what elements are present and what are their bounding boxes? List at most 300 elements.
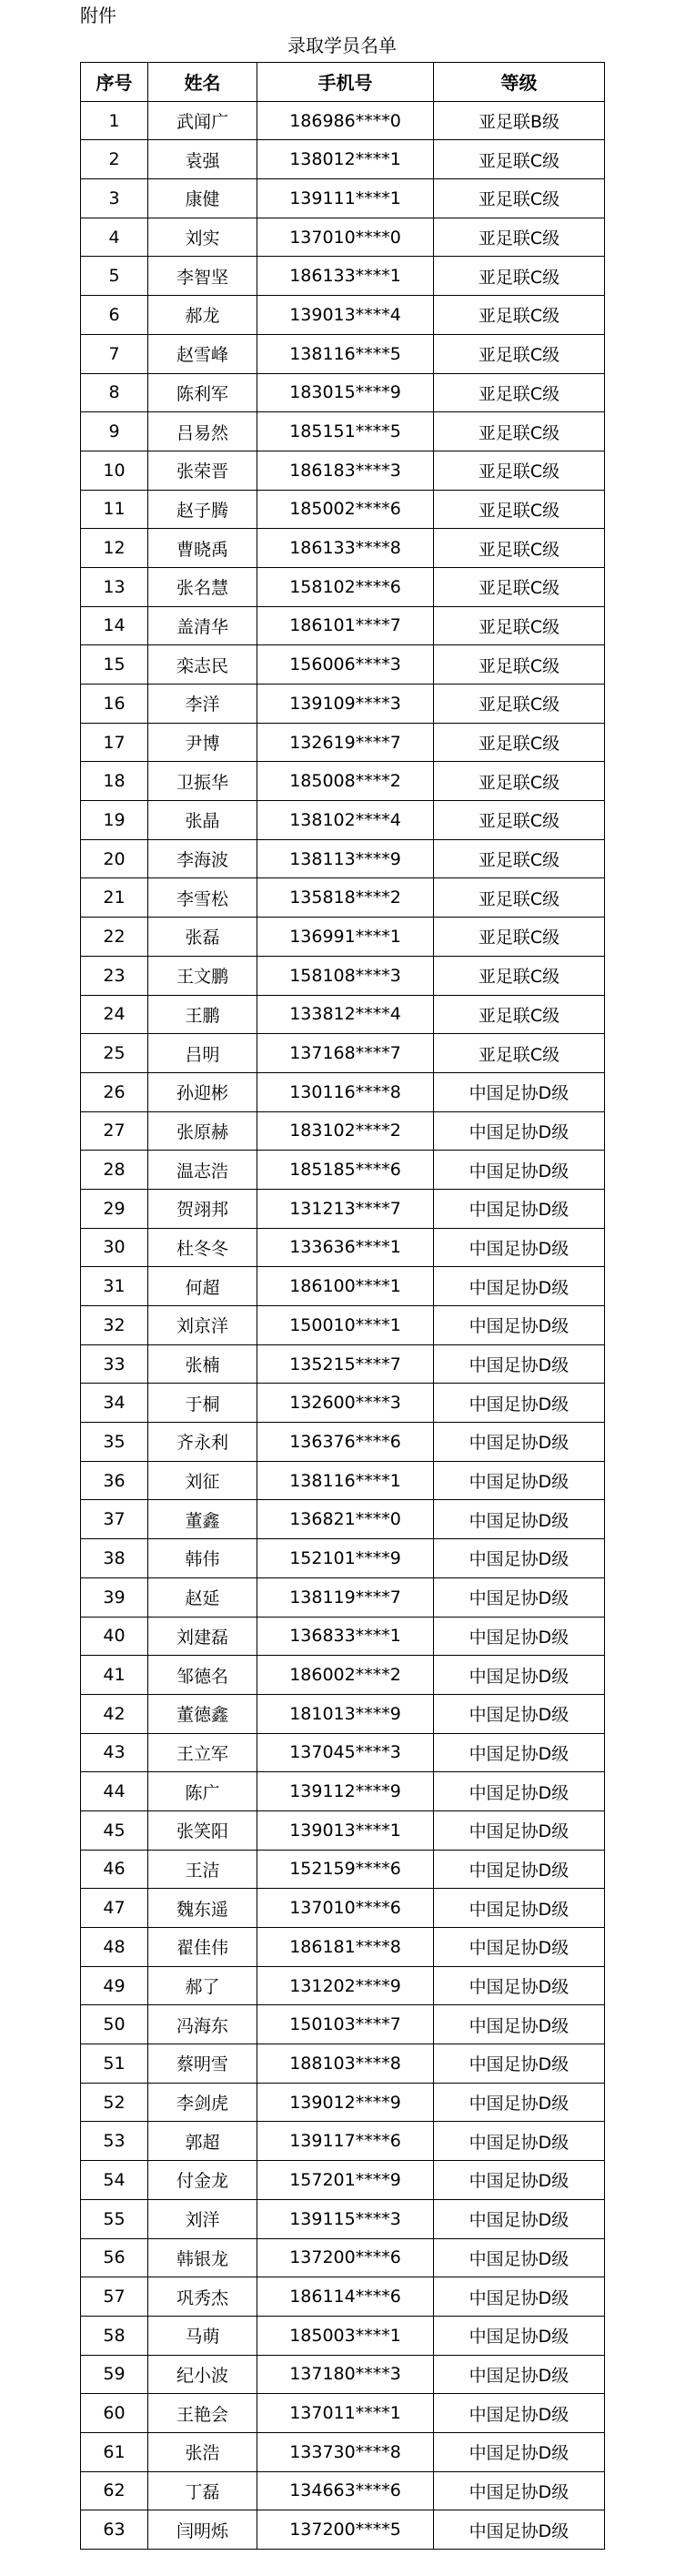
cell-phone: 138102****4	[257, 801, 434, 840]
cell-name: 武闻广	[148, 101, 257, 140]
cell-level: 中国足协D级	[434, 1111, 605, 1151]
cell-level: 中国足协D级	[434, 2122, 605, 2161]
table-row	[81, 1423, 605, 1462]
cell-serial-number: 18	[81, 762, 148, 801]
cell-level: 中国足协D级	[434, 1928, 605, 1967]
cell-level: 亚足联C级	[434, 762, 605, 801]
cell-level: 中国足协D级	[434, 1344, 605, 1384]
cell-serial-number: 37	[81, 1500, 148, 1539]
cell-serial-number: 43	[81, 1733, 148, 1772]
table-row	[81, 1151, 605, 1190]
cell-name: 巩秀杰	[148, 2277, 257, 2317]
cell-serial-number: 9	[81, 412, 148, 451]
table-row	[81, 2083, 605, 2122]
cell-level: 中国足协D级	[434, 1189, 605, 1228]
cell-phone: 183102****2	[257, 1111, 434, 1151]
table-row	[81, 956, 605, 995]
cell-serial-number: 6	[81, 296, 148, 335]
cell-level: 中国足协D级	[434, 1539, 605, 1578]
table-row	[81, 451, 605, 490]
table-body	[81, 101, 605, 2549]
table-row	[81, 1228, 605, 1267]
cell-name: 刘征	[148, 1461, 257, 1500]
cell-name: 孙迎彬	[148, 1072, 257, 1111]
cell-serial-number: 31	[81, 1267, 148, 1306]
table-row	[81, 1539, 605, 1578]
cell-name: 王洁	[148, 1850, 257, 1889]
table-row	[81, 296, 605, 335]
cell-phone: 183015****9	[257, 373, 434, 412]
cell-name: 马萌	[148, 2316, 257, 2355]
table-row	[81, 373, 605, 412]
table-row	[81, 801, 605, 840]
cell-phone: 139111****1	[257, 179, 434, 218]
table-row	[81, 1111, 605, 1151]
cell-phone: 135215****7	[257, 1344, 434, 1384]
table-row	[81, 2355, 605, 2394]
cell-serial-number: 38	[81, 1539, 148, 1578]
cell-name: 齐永利	[148, 1423, 257, 1462]
cell-serial-number: 41	[81, 1656, 148, 1695]
cell-phone: 137180****3	[257, 2355, 434, 2394]
cell-name: 郝了	[148, 1966, 257, 2005]
cell-level: 中国足协D级	[434, 1850, 605, 1889]
table-row	[81, 685, 605, 724]
cell-name: 刘京洋	[148, 1306, 257, 1345]
cell-phone: 138116****5	[257, 334, 434, 373]
cell-name: 吕易然	[148, 412, 257, 451]
header-level: 等级	[434, 63, 605, 102]
cell-phone: 186002****2	[257, 1656, 434, 1695]
cell-phone: 138116****1	[257, 1461, 434, 1500]
table-row	[81, 2044, 605, 2084]
table-row	[81, 723, 605, 762]
cell-serial-number: 58	[81, 2316, 148, 2355]
cell-name: 张晶	[148, 801, 257, 840]
cell-level: 中国足协D级	[434, 1889, 605, 1928]
table-row	[81, 1577, 605, 1617]
cell-serial-number: 21	[81, 878, 148, 918]
table-row	[81, 606, 605, 645]
cell-name: 尹博	[148, 723, 257, 762]
cell-level: 中国足协D级	[434, 2471, 605, 2510]
cell-serial-number: 20	[81, 839, 148, 878]
cell-name: 赵雪峰	[148, 334, 257, 373]
cell-name: 刘实	[148, 218, 257, 257]
cell-name: 张楠	[148, 1344, 257, 1384]
header-serial-number: 序号	[81, 63, 148, 102]
cell-phone: 136833****1	[257, 1617, 434, 1656]
cell-serial-number: 32	[81, 1306, 148, 1345]
cell-phone: 185002****6	[257, 490, 434, 529]
cell-name: 盖清华	[148, 606, 257, 645]
cell-phone: 186181****8	[257, 1928, 434, 1967]
cell-level: 亚足联C级	[434, 179, 605, 218]
cell-serial-number: 24	[81, 995, 148, 1034]
cell-level: 中国足协D级	[434, 2161, 605, 2200]
table-row	[81, 1772, 605, 1811]
cell-name: 杜冬冬	[148, 1228, 257, 1267]
cell-level: 中国足协D级	[434, 1966, 605, 2005]
cell-level: 亚足联C级	[434, 606, 605, 645]
cell-level: 亚足联C级	[434, 373, 605, 412]
cell-name: 王鹏	[148, 995, 257, 1034]
table-row	[81, 1500, 605, 1539]
cell-serial-number: 2	[81, 140, 148, 179]
cell-serial-number: 30	[81, 1228, 148, 1267]
cell-phone: 132600****3	[257, 1384, 434, 1423]
cell-level: 亚足联C级	[434, 218, 605, 257]
cell-name: 冯海东	[148, 2005, 257, 2044]
cell-name: 董德鑫	[148, 1694, 257, 1733]
cell-level: 亚足联C级	[434, 918, 605, 957]
cell-phone: 150103****7	[257, 2005, 434, 2044]
cell-phone: 139112****9	[257, 1772, 434, 1811]
cell-level: 亚足联C级	[434, 490, 605, 529]
cell-serial-number: 47	[81, 1889, 148, 1928]
table-row	[81, 412, 605, 451]
cell-phone: 133812****4	[257, 995, 434, 1034]
cell-serial-number: 49	[81, 1966, 148, 2005]
table-row	[81, 2199, 605, 2238]
table-row	[81, 2316, 605, 2355]
cell-phone: 137011****1	[257, 2394, 434, 2433]
cell-serial-number: 56	[81, 2238, 148, 2277]
table-row	[81, 918, 605, 957]
table-row	[81, 2471, 605, 2510]
table-row	[81, 2005, 605, 2044]
cell-name: 韩伟	[148, 1539, 257, 1578]
table-row	[81, 334, 605, 373]
table-row	[81, 218, 605, 257]
cell-phone: 139013****1	[257, 1810, 434, 1850]
table-row	[81, 1034, 605, 1073]
cell-level: 中国足协D级	[434, 1617, 605, 1656]
cell-phone: 138012****1	[257, 140, 434, 179]
cell-phone: 186133****1	[257, 257, 434, 296]
cell-serial-number: 19	[81, 801, 148, 840]
cell-phone: 132619****7	[257, 723, 434, 762]
cell-name: 付金龙	[148, 2161, 257, 2200]
cell-name: 曹晓禹	[148, 529, 257, 568]
cell-level: 亚足联C级	[434, 412, 605, 451]
cell-serial-number: 8	[81, 373, 148, 412]
cell-serial-number: 22	[81, 918, 148, 957]
cell-name: 张笑阳	[148, 1810, 257, 1850]
cell-name: 董鑫	[148, 1500, 257, 1539]
cell-level: 中国足协D级	[434, 2083, 605, 2122]
cell-name: 王立军	[148, 1733, 257, 1772]
cell-serial-number: 12	[81, 529, 148, 568]
table-row	[81, 1810, 605, 1850]
cell-serial-number: 13	[81, 567, 148, 606]
cell-name: 丁磊	[148, 2471, 257, 2510]
cell-serial-number: 61	[81, 2432, 148, 2471]
cell-name: 闫明烁	[148, 2510, 257, 2550]
table-row	[81, 257, 605, 296]
cell-name: 张浩	[148, 2432, 257, 2471]
table-row	[81, 2394, 605, 2433]
cell-name: 袁强	[148, 140, 257, 179]
table-row	[81, 2277, 605, 2317]
cell-phone: 186101****7	[257, 606, 434, 645]
table-row	[81, 1344, 605, 1384]
cell-name: 刘洋	[148, 2199, 257, 2238]
cell-serial-number: 42	[81, 1694, 148, 1733]
table-row	[81, 1617, 605, 1656]
cell-name: 于桐	[148, 1384, 257, 1423]
cell-serial-number: 26	[81, 1072, 148, 1111]
cell-phone: 186100****1	[257, 1267, 434, 1306]
cell-name: 刘建磊	[148, 1617, 257, 1656]
cell-name: 栾志民	[148, 645, 257, 685]
cell-name: 翟佳伟	[148, 1928, 257, 1967]
cell-phone: 131202****9	[257, 1966, 434, 2005]
cell-level: 中国足协D级	[434, 1151, 605, 1190]
cell-level: 中国足协D级	[434, 1384, 605, 1423]
cell-serial-number: 44	[81, 1772, 148, 1811]
cell-phone: 188103****8	[257, 2044, 434, 2084]
cell-phone: 138119****7	[257, 1577, 434, 1617]
cell-level: 中国足协D级	[434, 2005, 605, 2044]
cell-serial-number: 16	[81, 685, 148, 724]
cell-level: 中国足协D级	[434, 1228, 605, 1267]
cell-serial-number: 60	[81, 2394, 148, 2433]
table-row	[81, 1267, 605, 1306]
cell-phone: 137010****6	[257, 1889, 434, 1928]
table-row	[81, 1306, 605, 1345]
cell-level: 中国足协D级	[434, 2432, 605, 2471]
cell-name: 陈利军	[148, 373, 257, 412]
cell-level: 中国足协D级	[434, 1306, 605, 1345]
cell-serial-number: 35	[81, 1423, 148, 1462]
header-phone: 手机号	[257, 63, 434, 102]
cell-name: 张原赫	[148, 1111, 257, 1151]
cell-level: 中国足协D级	[434, 1694, 605, 1733]
cell-name: 张名慧	[148, 567, 257, 606]
cell-serial-number: 45	[81, 1810, 148, 1850]
cell-name: 赵延	[148, 1577, 257, 1617]
cell-serial-number: 39	[81, 1577, 148, 1617]
table-row	[81, 140, 605, 179]
cell-name: 吕明	[148, 1034, 257, 1073]
cell-phone: 134663****6	[257, 2471, 434, 2510]
cell-phone: 152101****9	[257, 1539, 434, 1578]
table-row	[81, 1889, 605, 1928]
cell-phone: 133730****8	[257, 2432, 434, 2471]
cell-name: 陈广	[148, 1772, 257, 1811]
table-row	[81, 762, 605, 801]
cell-serial-number: 51	[81, 2044, 148, 2084]
table-row	[81, 1384, 605, 1423]
cell-serial-number: 11	[81, 490, 148, 529]
cell-level: 亚足联B级	[434, 101, 605, 140]
cell-level: 中国足协D级	[434, 2044, 605, 2084]
cell-name: 郭超	[148, 2122, 257, 2161]
table-header-row	[81, 63, 605, 102]
cell-level: 亚足联C级	[434, 685, 605, 724]
cell-phone: 139115****3	[257, 2199, 434, 2238]
cell-serial-number: 4	[81, 218, 148, 257]
cell-level: 亚足联C级	[434, 956, 605, 995]
cell-name: 郝龙	[148, 296, 257, 335]
cell-level: 亚足联C级	[434, 839, 605, 878]
cell-level: 中国足协D级	[434, 2238, 605, 2277]
cell-serial-number: 57	[81, 2277, 148, 2317]
cell-name: 蔡明雪	[148, 2044, 257, 2084]
table-row	[81, 2510, 605, 2550]
cell-serial-number: 34	[81, 1384, 148, 1423]
cell-serial-number: 28	[81, 1151, 148, 1190]
table-row	[81, 2432, 605, 2471]
cell-serial-number: 52	[81, 2083, 148, 2122]
cell-level: 中国足协D级	[434, 1733, 605, 1772]
cell-phone: 138113****9	[257, 839, 434, 878]
cell-level: 中国足协D级	[434, 2355, 605, 2394]
cell-name: 韩银龙	[148, 2238, 257, 2277]
cell-phone: 130116****8	[257, 1072, 434, 1111]
cell-serial-number: 10	[81, 451, 148, 490]
cell-phone: 158108****3	[257, 956, 434, 995]
table-row	[81, 101, 605, 140]
cell-phone: 157201****9	[257, 2161, 434, 2200]
cell-name: 赵子腾	[148, 490, 257, 529]
table-row	[81, 1461, 605, 1500]
cell-level: 亚足联C级	[434, 801, 605, 840]
cell-name: 李洋	[148, 685, 257, 724]
cell-level: 中国足协D级	[434, 1772, 605, 1811]
cell-level: 亚足联C级	[434, 723, 605, 762]
cell-phone: 156006****3	[257, 645, 434, 685]
cell-level: 亚足联C级	[434, 451, 605, 490]
table-row	[81, 1733, 605, 1772]
cell-level: 亚足联C级	[434, 334, 605, 373]
cell-phone: 150010****1	[257, 1306, 434, 1345]
cell-serial-number: 1	[81, 101, 148, 140]
cell-level: 中国足协D级	[434, 2394, 605, 2433]
cell-phone: 139013****4	[257, 296, 434, 335]
cell-phone: 137010****0	[257, 218, 434, 257]
cell-phone: 137200****6	[257, 2238, 434, 2277]
cell-level: 中国足协D级	[434, 1577, 605, 1617]
cell-level: 亚足联C级	[434, 296, 605, 335]
cell-serial-number: 50	[81, 2005, 148, 2044]
cell-phone: 137168****7	[257, 1034, 434, 1073]
cell-level: 亚足联C级	[434, 140, 605, 179]
table-row	[81, 1694, 605, 1733]
cell-serial-number: 29	[81, 1189, 148, 1228]
cell-serial-number: 5	[81, 257, 148, 296]
cell-serial-number: 53	[81, 2122, 148, 2161]
cell-serial-number: 27	[81, 1111, 148, 1151]
cell-level: 中国足协D级	[434, 2277, 605, 2317]
header-name: 姓名	[148, 63, 257, 102]
table-row	[81, 1072, 605, 1111]
table-row	[81, 490, 605, 529]
cell-serial-number: 48	[81, 1928, 148, 1967]
cell-serial-number: 33	[81, 1344, 148, 1384]
cell-phone: 136991****1	[257, 918, 434, 957]
cell-phone: 137200****5	[257, 2510, 434, 2550]
table-row	[81, 179, 605, 218]
page-title: 录取学员名单	[287, 35, 397, 56]
cell-level: 中国足协D级	[434, 2510, 605, 2550]
cell-phone: 139012****9	[257, 2083, 434, 2122]
table-row	[81, 1966, 605, 2005]
cell-name: 李剑虎	[148, 2083, 257, 2122]
cell-level: 亚足联C级	[434, 529, 605, 568]
cell-name: 贺翊邦	[148, 1189, 257, 1228]
cell-name: 何超	[148, 1267, 257, 1306]
cell-serial-number: 23	[81, 956, 148, 995]
cell-phone: 185151****5	[257, 412, 434, 451]
cell-phone: 185008****2	[257, 762, 434, 801]
attachment-label: 附件	[80, 5, 116, 26]
cell-name: 李海波	[148, 839, 257, 878]
cell-phone: 136376****6	[257, 1423, 434, 1462]
cell-level: 中国足协D级	[434, 1810, 605, 1850]
cell-phone: 181013****9	[257, 1694, 434, 1733]
cell-level: 亚足联C级	[434, 567, 605, 606]
cell-level: 中国足协D级	[434, 1656, 605, 1695]
table-row	[81, 1928, 605, 1967]
cell-name: 张荣晋	[148, 451, 257, 490]
cell-phone: 186183****3	[257, 451, 434, 490]
cell-serial-number: 36	[81, 1461, 148, 1500]
cell-serial-number: 46	[81, 1850, 148, 1889]
cell-level: 中国足协D级	[434, 1423, 605, 1462]
table-row	[81, 2161, 605, 2200]
table-row	[81, 878, 605, 918]
cell-phone: 186986****0	[257, 101, 434, 140]
table-row	[81, 1656, 605, 1695]
cell-phone: 139109****3	[257, 685, 434, 724]
cell-name: 邹德名	[148, 1656, 257, 1695]
table-row	[81, 1189, 605, 1228]
cell-level: 中国足协D级	[434, 1072, 605, 1111]
cell-phone: 139117****6	[257, 2122, 434, 2161]
cell-serial-number: 25	[81, 1034, 148, 1073]
cell-serial-number: 7	[81, 334, 148, 373]
cell-level: 亚足联C级	[434, 1034, 605, 1073]
cell-level: 中国足协D级	[434, 1267, 605, 1306]
cell-serial-number: 54	[81, 2161, 148, 2200]
cell-name: 纪小波	[148, 2355, 257, 2394]
cell-name: 李智坚	[148, 257, 257, 296]
table-row	[81, 645, 605, 685]
table-row	[81, 1850, 605, 1889]
table-row	[81, 2122, 605, 2161]
cell-name: 王艳会	[148, 2394, 257, 2433]
table-row	[81, 567, 605, 606]
cell-phone: 185003****1	[257, 2316, 434, 2355]
cell-level: 中国足协D级	[434, 2316, 605, 2355]
cell-phone: 152159****6	[257, 1850, 434, 1889]
cell-phone: 133636****1	[257, 1228, 434, 1267]
cell-name: 王文鹏	[148, 956, 257, 995]
cell-phone: 137045****3	[257, 1733, 434, 1772]
table-row	[81, 2238, 605, 2277]
cell-phone: 135818****2	[257, 878, 434, 918]
cell-serial-number: 17	[81, 723, 148, 762]
table-row	[81, 995, 605, 1034]
cell-level: 中国足协D级	[434, 2199, 605, 2238]
cell-serial-number: 59	[81, 2355, 148, 2394]
cell-name: 李雪松	[148, 878, 257, 918]
cell-phone: 131213****7	[257, 1189, 434, 1228]
table-row	[81, 529, 605, 568]
cell-serial-number: 15	[81, 645, 148, 685]
